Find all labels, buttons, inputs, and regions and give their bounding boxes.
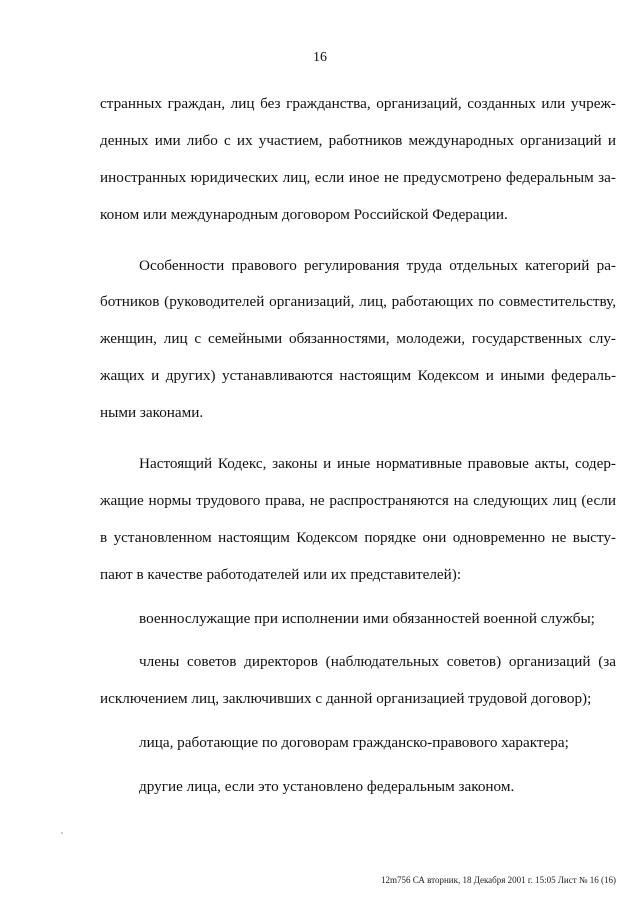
text-line: иностранных юридических лиц, если иное не предусмотрено федеральным за- bbox=[100, 168, 616, 186]
text-line: ботников (руководителей организаций, лиц, работающих по совместительству, bbox=[100, 293, 616, 311]
text-line: жащих и других) устанавливаются настоящим Кодексом и иными федераль- bbox=[100, 367, 616, 385]
text-line: другие лица, если это установлено федеральным законом. bbox=[139, 778, 515, 796]
text-line: ными законами. bbox=[100, 404, 204, 422]
text-line: странных граждан, лиц без гражданства, организаций, созданных или учреж- bbox=[100, 95, 616, 112]
scan-speck bbox=[61, 832, 63, 834]
document-body bbox=[100, 86, 616, 806]
text-line: в установленном настоящим Кодексом порядке они одновременно не высту- bbox=[100, 528, 616, 546]
text-line: пают в качестве работодателей или их представителей): bbox=[100, 565, 462, 583]
text-line: денных ими либо с их участием, работников международных организаций и bbox=[100, 131, 616, 149]
text-line: Особенности правового регулирования труда отдельных категорий ра- bbox=[139, 256, 616, 274]
text-line: лица, работающие по договорам гражданско-правового характера; bbox=[139, 734, 569, 752]
text-line: женщин, лиц с семейными обязанностями, молодежи, государственных слу- bbox=[100, 330, 616, 348]
text-line: Настоящий Кодекс, законы и иные нормативные правовые акты, содер- bbox=[139, 455, 616, 473]
text-line: коном или международным договором Российской Федерации. bbox=[100, 205, 508, 223]
text-line: военнослужащие при исполнении ими обязанностей военной службы; bbox=[139, 609, 595, 627]
text-line: исключением лиц, заключивших с данной организацией трудовой договор); bbox=[100, 690, 592, 708]
text-line: члены советов директоров (наблюдательных советов) организаций (за bbox=[139, 653, 616, 671]
page-number: 16 bbox=[313, 50, 327, 65]
text-line: жащие нормы трудового права, не распространяются на следующих лиц (если bbox=[100, 491, 616, 509]
page-footer: 12m756 СА вторник, 18 Декабря 2001 г. 15:05 Лист № 16 (16) bbox=[381, 875, 616, 885]
